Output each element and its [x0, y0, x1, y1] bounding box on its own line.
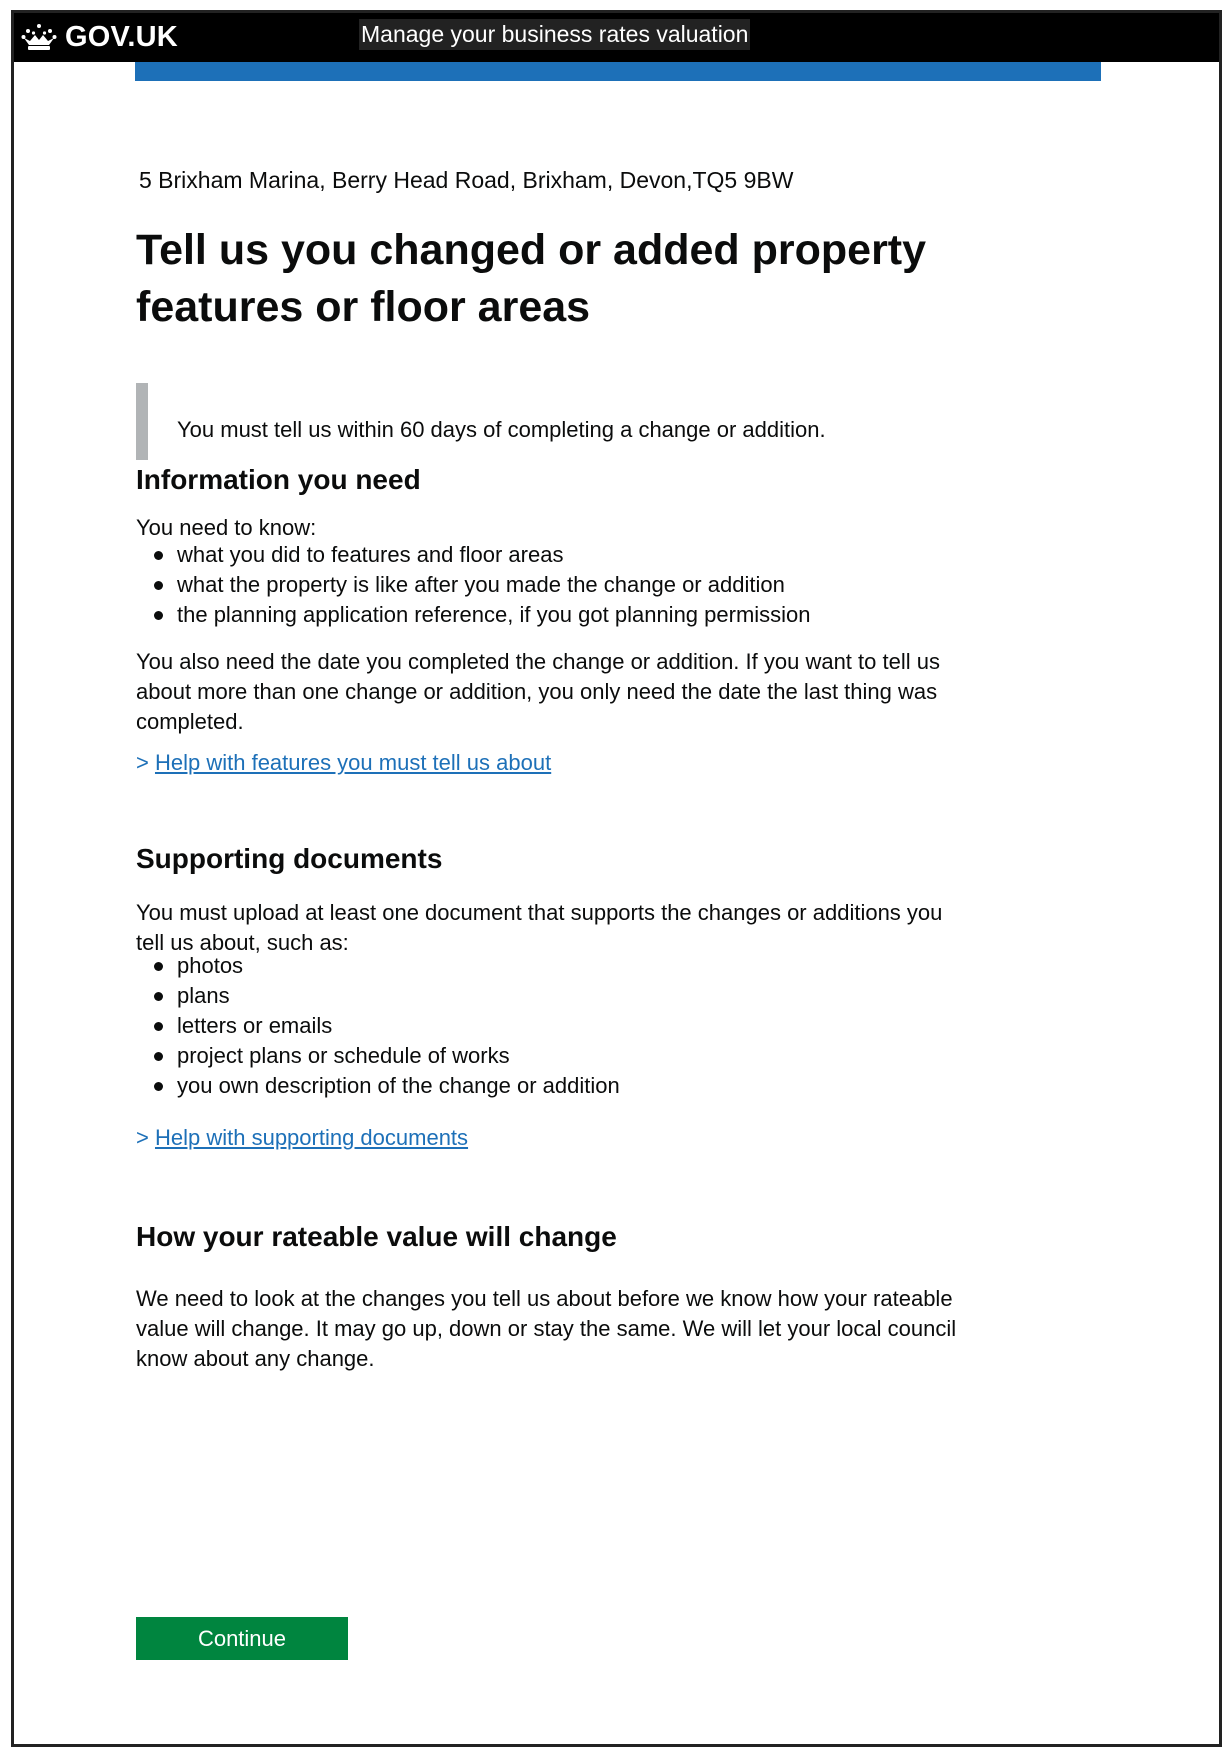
- list-item: project plans or schedule of works: [136, 1041, 620, 1071]
- help-documents: [136, 1123, 468, 1153]
- continue-button[interactable]: Continue: [136, 1617, 348, 1660]
- info-intro: You need to know:: [136, 515, 317, 540]
- info-heading: Information you need: [136, 464, 421, 495]
- page-title: Tell us you changed or added property features or floor areas: [136, 226, 927, 331]
- list-item: plans: [136, 981, 620, 1011]
- govuk-logo-text: GOV.UK: [65, 20, 178, 53]
- help-features: [136, 748, 551, 778]
- govuk-logo-link[interactable]: [21, 19, 178, 55]
- list-item: you own description of the change or addition: [136, 1071, 620, 1101]
- crown-icon: [21, 23, 57, 51]
- header-blue-bar: [135, 62, 1101, 81]
- list-item: what the property is like after you made the change or addition: [136, 570, 811, 600]
- service-name[interactable]: Manage your business rates valuation: [359, 19, 750, 50]
- list-item: what you did to features and floor areas: [136, 540, 811, 570]
- inset-text: [136, 383, 986, 460]
- inset-border: [136, 383, 148, 460]
- help-features-link[interactable]: Help with features you must tell us about: [154, 750, 552, 775]
- govuk-header: [14, 13, 1219, 62]
- rv-paragraph: We need to look at the changes you tell us about before we know how your rateable value will change. It may go up, down or stay the same. We will let your local council know about any change.: [136, 1286, 957, 1371]
- docs-heading: Supporting documents: [136, 843, 443, 874]
- info-list: [136, 540, 811, 630]
- rv-heading: How your rateable value will change: [136, 1221, 617, 1252]
- page-frame: [11, 10, 1222, 1747]
- property-address: 5 Brixham Marina, Berry Head Road, Brixham, Devon,TQ5 9BW: [139, 167, 794, 193]
- info-paragraph: You also need the date you completed the change or addition. If you want to tell us about more than one change or addition, you only need the date the last thing was completed.: [136, 649, 940, 734]
- inset-message: You must tell us within 60 days of completing a change or addition.: [177, 417, 826, 442]
- list-item: letters or emails: [136, 1011, 620, 1041]
- docs-intro: You must upload at least one document that supports the changes or additions you tell us about, such as:: [136, 900, 943, 955]
- help-prefix: >: [136, 1125, 149, 1150]
- help-documents-link[interactable]: Help with supporting documents: [154, 1125, 469, 1150]
- help-prefix: >: [136, 750, 149, 775]
- list-item: the planning application reference, if you got planning permission: [136, 600, 811, 630]
- list-item: photos: [136, 951, 620, 981]
- docs-list: [136, 951, 620, 1101]
